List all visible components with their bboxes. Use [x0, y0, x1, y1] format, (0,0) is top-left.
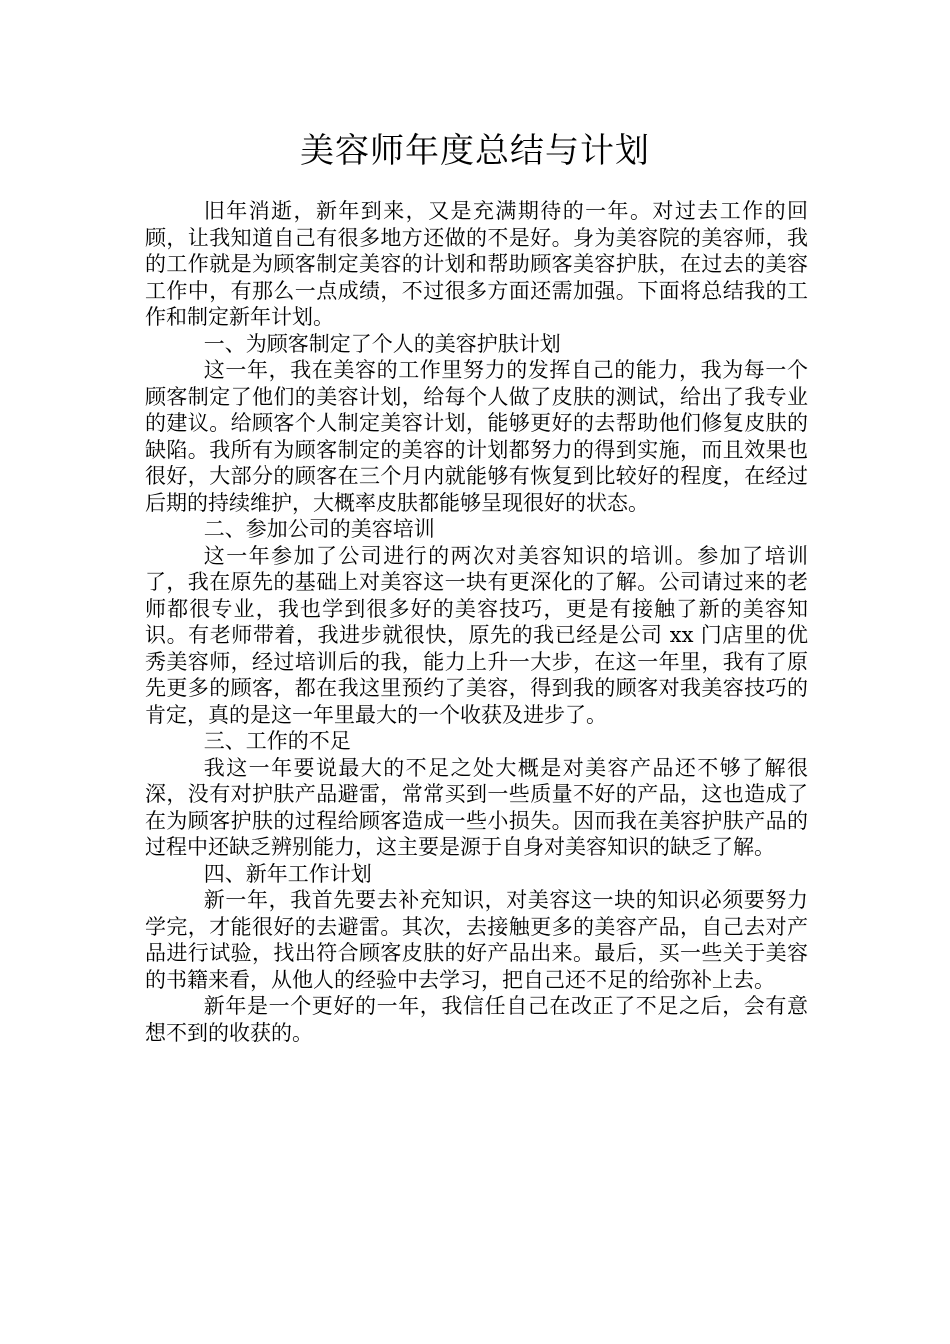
section-paragraph-4: 新一年，我首先要去补充知识，对美容这一块的知识必须要努力学完，才能很好的去避雷。其次，去接触更多的美容产品，自己去对产品进行试验，找出符合顾客皮肤的好产品出来。最后，买一些关于美容的书籍来看，从他人的经验中去学习，把自己还不足的给弥补上去。 — [145, 888, 808, 992]
section-heading-4: 四、新年工作计划 — [203, 861, 372, 886]
section-paragraph-1: 这一年，我在美容的工作里努力的发挥自己的能力，我为每一个顾客制定了他们的美容计划，给每个人做了皮肤的测试，给出了我专业的建议。给顾客个人制定美容计划，能够更好的去帮助他们修复皮肤的缺陷。我所有为顾客制定的美容的计划都努力的得到实施，而且效果也很好，大部分的顾客在三个月内就能够有恢复到比较好的程度，在经过后期的持续维护，大概率皮肤都能够呈现很好的状态。 — [145, 358, 808, 515]
section-paragraph-3: 我这一年要说最大的不足之处大概是对美容产品还不够了解很深，没有对护肤产品避雷，常常买到一些质量不好的产品，这也造成了在为顾客护肤的过程给顾客造成一些小损失。因而我在美容护肤产品的过程中还缺乏辨别能力，这主要是源于自身对美容知识的缺乏了解。 — [145, 755, 808, 859]
section-heading-3: 三、工作的不足 — [203, 729, 351, 753]
intro-paragraph: 旧年消逝，新年到来，又是充满期待的一年。对过去工作的回顾，让我知道自己有很多地方还做的不是好。身为美容院的美容师，我的工作就是为顾客制定美容的计划和帮助顾客美容护肤，在过去的美容工作中，有那么一点成绩，不过很多方面还需加强。下面将总结我的工作和制定新年计划。 — [145, 199, 808, 329]
section-paragraph-2: 这一年参加了公司进行的两次对美容知识的培训。参加了培训了，我在原先的基础上对美容这一块有更深化的了解。公司请过来的老师都很专业，我也学到很多好的美容技巧，更是有接触了新的美容知识。有老师带着，我进步就很快，原先的我已经是公司 xx 门店里的优秀美容师，经过培训后的我，能力上升一大步，在这一年里，我有了原先更多的顾客，都在我这里预约了美容，得到我的顾客对我美容技巧的肯定，真的是这一年里最大的一个收获及进步了。 — [145, 543, 808, 727]
closing-paragraph: 新年是一个更好的一年，我信任自己在改正了不足之后，会有意想不到的收获的。 — [145, 994, 808, 1045]
section-heading-2: 二、参加公司的美容培训 — [203, 517, 435, 541]
section-heading-1: 一、为顾客制定了个人的美容护肤计划 — [203, 331, 561, 356]
document-body — [145, 198, 808, 1046]
document-title: 美容师年度总结与计划 — [300, 131, 650, 171]
